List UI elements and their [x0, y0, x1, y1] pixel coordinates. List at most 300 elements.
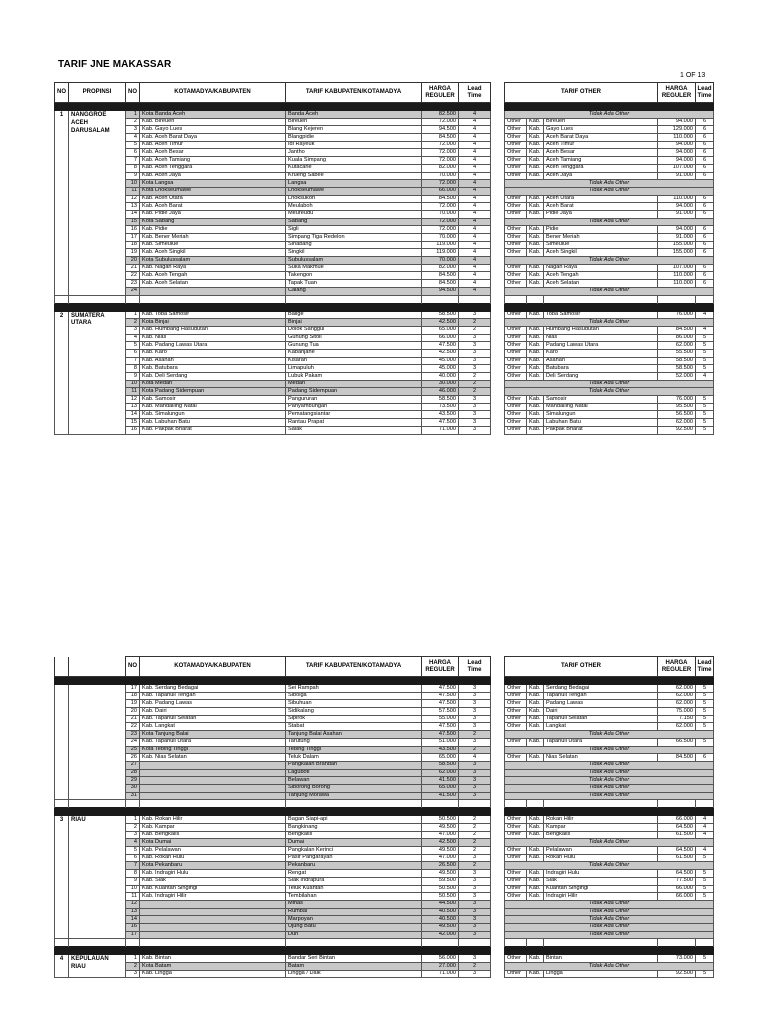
price-value: 42.500	[422, 349, 459, 357]
kabupaten-name: Kota Lhokseumawe	[140, 187, 286, 195]
other-region: Bintan	[544, 955, 658, 963]
other-prefix: Kab.	[527, 831, 544, 839]
destination-name: Rumbai	[286, 908, 422, 916]
lead-time-value: 2	[459, 319, 491, 327]
other-price: 110.000	[658, 134, 696, 142]
separator-cell	[286, 808, 422, 816]
province-number: 4	[55, 955, 69, 978]
spacer-cell	[126, 800, 140, 808]
other-type: Other	[505, 264, 527, 272]
kabupaten-name: Kab. Bintan	[140, 955, 286, 963]
lead-time-value: 4	[459, 187, 491, 195]
other-type: Other	[505, 226, 527, 234]
spacer-cell	[459, 939, 491, 947]
kabupaten-name: Kab. Padang Lawas	[140, 700, 286, 708]
table-row	[505, 419, 714, 427]
lead-time-value: 3	[459, 931, 491, 939]
lead-time-value: 3	[459, 357, 491, 365]
separator-cell	[459, 677, 491, 685]
row-number: 6	[126, 349, 140, 357]
other-type: Other	[505, 816, 527, 824]
separator-cell	[527, 677, 544, 685]
kabupaten-name: Kota Subulussalam	[140, 257, 286, 265]
price-value: 94.500	[422, 126, 459, 134]
destination-name: Tapak Tuan	[286, 280, 422, 288]
row-number: 12	[126, 195, 140, 203]
destination-name: Pekanbaru	[286, 862, 422, 870]
table-row	[505, 893, 714, 901]
other-lead-time: 5	[696, 357, 714, 365]
kabupaten-name	[140, 908, 286, 916]
col-harga: HARGA REGULER	[422, 83, 459, 103]
separator-cell	[696, 947, 714, 955]
province-name: SUMATERA UTARA	[69, 311, 126, 434]
other-region: Pakpak Bharat	[544, 426, 658, 434]
destination-name: Teluk Dalam	[286, 754, 422, 762]
row-number: 16	[126, 426, 140, 434]
separator-cell	[286, 103, 422, 111]
separator-cell	[126, 677, 140, 685]
other-region: Kuantan Singingi	[544, 885, 658, 893]
price-value: 72.000	[422, 226, 459, 234]
other-type: Other	[505, 715, 527, 723]
other-lead-time: 5	[696, 426, 714, 434]
province-number: 1	[55, 111, 69, 296]
other-type: Other	[505, 700, 527, 708]
spacer-cell	[126, 295, 140, 303]
lead-time-value: 3	[459, 885, 491, 893]
table-row	[505, 885, 714, 893]
destination-name: Tanjung Balai Asahan	[286, 731, 422, 739]
other-region: Aceh Singkil	[544, 249, 658, 257]
price-value: 82.000	[422, 164, 459, 172]
table-body	[55, 103, 491, 435]
price-value: 84.500	[422, 280, 459, 288]
destination-name: Banda Aceh	[286, 111, 422, 119]
separator-cell	[422, 947, 459, 955]
destination-name: Teluk Kuantan	[286, 885, 422, 893]
other-region: Tapanuli Selatan	[544, 715, 658, 723]
spacer-cell	[286, 939, 422, 947]
kabupaten-name: Kab. Bireuen	[140, 118, 286, 126]
price-value: 47.500	[422, 342, 459, 350]
destination-name: Marpoyan	[286, 916, 422, 924]
province-number	[55, 685, 69, 800]
kabupaten-name: Kab. Rokan Hilir	[140, 816, 286, 824]
lead-time-value: 3	[459, 877, 491, 885]
lead-time-value: 3	[459, 426, 491, 434]
table-row	[505, 970, 714, 978]
row-number: 4	[126, 839, 140, 847]
price-value: 72.000	[422, 218, 459, 226]
other-type: Other	[505, 272, 527, 280]
separator-cell	[505, 947, 527, 955]
other-prefix: Kab.	[527, 700, 544, 708]
price-value: 47.500	[422, 723, 459, 731]
destination-name: Meulaboh	[286, 203, 422, 211]
other-prefix: Kab.	[527, 365, 544, 373]
price-value: 47.500	[422, 692, 459, 700]
kabupaten-name	[140, 761, 286, 769]
lead-time-value: 3	[459, 908, 491, 916]
table-row	[505, 349, 714, 357]
lead-time-value: 3	[459, 970, 491, 978]
lead-time-value: 4	[459, 234, 491, 242]
destination-name: Dumai	[286, 839, 422, 847]
destination-name: Sibuhuan	[286, 700, 422, 708]
kabupaten-name: Kab. Padang Lawas Utara	[140, 342, 286, 350]
other-lead-time: 6	[696, 203, 714, 211]
kabupaten-name: Kab. Aceh Selatan	[140, 280, 286, 288]
other-type: Other	[505, 754, 527, 762]
province-name	[69, 685, 126, 800]
spacer-cell	[544, 295, 658, 303]
lead-time-value: 3	[459, 769, 491, 777]
spacer-cell	[658, 939, 696, 947]
destination-name: Medan	[286, 380, 422, 388]
price-value: 65.000	[422, 784, 459, 792]
destination-name: Pangkalan Kerinci	[286, 847, 422, 855]
price-value: 84.500	[422, 195, 459, 203]
other-price: 55.500	[658, 349, 696, 357]
table-row	[505, 692, 714, 700]
spacer-row	[55, 295, 491, 303]
other-region: Mandailing Natal	[544, 403, 658, 411]
row-number: 11	[126, 187, 140, 195]
other-type: Other	[505, 210, 527, 218]
other-type: Other	[505, 349, 527, 357]
other-type: Other	[505, 847, 527, 855]
other-region: Serdang Bedagai	[544, 685, 658, 693]
other-price: 64.500	[658, 847, 696, 855]
spacer-cell	[55, 295, 69, 303]
other-type: Other	[505, 195, 527, 203]
lead-time-value: 4	[459, 180, 491, 188]
separator-cell	[459, 103, 491, 111]
other-type: Other	[505, 419, 527, 427]
other-prefix: Kab.	[527, 126, 544, 134]
no-other-label: Tidak Ada Other	[505, 180, 714, 188]
table-row	[505, 334, 714, 342]
kabupaten-name: Kab. Dairi	[140, 708, 286, 716]
separator-cell	[126, 808, 140, 816]
other-price: 95.500	[658, 403, 696, 411]
spacer-cell	[505, 800, 527, 808]
kabupaten-name: Kota Pekanbaru	[140, 862, 286, 870]
lead-time-value: 3	[459, 723, 491, 731]
price-value: 49.500	[422, 870, 459, 878]
other-price: 94.000	[658, 118, 696, 126]
table-row	[505, 816, 714, 824]
kabupaten-name: Kab. Langkat	[140, 723, 286, 731]
row-number: 22	[126, 723, 140, 731]
table-row	[505, 931, 714, 939]
price-value: 47.500	[422, 700, 459, 708]
other-price: 86.000	[658, 334, 696, 342]
other-region: Lingga	[544, 970, 658, 978]
other-prefix: Kab.	[527, 754, 544, 762]
kabupaten-name: Kab. Aceh Jaya	[140, 172, 286, 180]
other-type: Other	[505, 141, 527, 149]
kabupaten-name: Kab. Bengkalis	[140, 831, 286, 839]
separator-cell	[140, 677, 286, 685]
other-region: Deli Serdang	[544, 373, 658, 381]
kabupaten-name: Kota Banda Aceh	[140, 111, 286, 119]
kabupaten-name: Kab. Gayo Lues	[140, 126, 286, 134]
destination-name: Balige	[286, 311, 422, 319]
row-number: 22	[126, 272, 140, 280]
table-row	[505, 715, 714, 723]
lead-time-value: 4	[459, 111, 491, 119]
lead-time-value: 2	[459, 963, 491, 971]
lead-time-value: 2	[459, 380, 491, 388]
table-row	[505, 784, 714, 792]
destination-name: Tembilahan	[286, 893, 422, 901]
table-row	[505, 870, 714, 878]
tariff-table-other-2	[504, 656, 714, 978]
price-value: 41.500	[422, 777, 459, 785]
table-row	[505, 380, 714, 388]
section-divider	[505, 808, 714, 816]
lead-time-value: 3	[459, 784, 491, 792]
other-prefix: Kab.	[527, 885, 544, 893]
no-other-label: Tidak Ada Other	[505, 746, 714, 754]
row-number: 17	[126, 234, 140, 242]
row-number: 25	[126, 746, 140, 754]
row-number: 9	[126, 172, 140, 180]
lead-time-value: 2	[459, 388, 491, 396]
kabupaten-name	[140, 777, 286, 785]
other-price: 91.000	[658, 234, 696, 242]
price-value: 56.000	[422, 955, 459, 963]
lead-time-value: 4	[459, 118, 491, 126]
row-number: 15	[126, 419, 140, 427]
page-indicator: 1 OF 13	[680, 72, 706, 79]
other-lead-time: 6	[696, 164, 714, 172]
table-row	[505, 249, 714, 257]
row-number: 12	[126, 396, 140, 404]
section-divider	[55, 303, 491, 311]
price-value: 55.000	[422, 715, 459, 723]
row-number: 6	[126, 854, 140, 862]
lead-time-value: 4	[459, 241, 491, 249]
other-type: Other	[505, 824, 527, 832]
table-row	[55, 685, 491, 693]
separator-cell	[527, 303, 544, 311]
spacer-cell	[505, 939, 527, 947]
section-divider	[55, 103, 491, 111]
spacer-cell	[140, 939, 286, 947]
separator-cell	[422, 103, 459, 111]
other-type: Other	[505, 970, 527, 978]
no-other-label: Tidak Ada Other	[505, 784, 714, 792]
lead-time-value: 4	[459, 280, 491, 288]
lead-time-value: 3	[459, 349, 491, 357]
price-value: 82.000	[422, 264, 459, 272]
other-region: Aceh Timur	[544, 141, 658, 149]
kabupaten-name: Kota Tanjung Balai	[140, 731, 286, 739]
col-lead-other: Lead Time	[696, 657, 714, 677]
no-other-label: Tidak Ada Other	[505, 257, 714, 265]
col-tarif-kab: TARIF KABUPATEN/KOTAMADYA	[286, 657, 422, 677]
other-prefix: Kab.	[527, 311, 544, 319]
price-value: 42.500	[422, 319, 459, 327]
price-value: 40.500	[422, 908, 459, 916]
other-region: Tapanuli Utara	[544, 738, 658, 746]
other-region: Simalungun	[544, 411, 658, 419]
price-value: 72.000	[422, 157, 459, 165]
table-row	[505, 708, 714, 716]
separator-cell	[55, 303, 69, 311]
other-type: Other	[505, 426, 527, 434]
other-price: 107.000	[658, 264, 696, 272]
kabupaten-name: Kab. Nias Selatan	[140, 754, 286, 762]
other-region: Pelalawan	[544, 847, 658, 855]
table-row	[505, 388, 714, 396]
table-row	[55, 816, 491, 824]
destination-name: Dolok Sanggul	[286, 326, 422, 334]
lead-time-value: 3	[459, 419, 491, 427]
separator-cell	[140, 808, 286, 816]
destination-name: Pasir Pangarayan	[286, 854, 422, 862]
price-value: 47.500	[422, 419, 459, 427]
spacer-cell	[544, 800, 658, 808]
other-price: 94.000	[658, 203, 696, 211]
other-region: Aceh Barat	[544, 203, 658, 211]
table-row	[505, 234, 714, 242]
other-prefix: Kab.	[527, 334, 544, 342]
row-number: 5	[126, 342, 140, 350]
spacer-cell	[140, 295, 286, 303]
price-value: 50.500	[422, 816, 459, 824]
table-row	[505, 777, 714, 785]
no-other-label: Tidak Ada Other	[505, 908, 714, 916]
other-price: 62.000	[658, 700, 696, 708]
kabupaten-name: Kab. Labuhan Batu	[140, 419, 286, 427]
other-prefix: Kab.	[527, 816, 544, 824]
destination-name: Bangkinang	[286, 824, 422, 832]
table-row	[505, 738, 714, 746]
price-value: 45.000	[422, 357, 459, 365]
table-row	[505, 126, 714, 134]
other-region: Gayo Lues	[544, 126, 658, 134]
other-type: Other	[505, 893, 527, 901]
other-lead-time: 6	[696, 272, 714, 280]
destination-name: Siborong Borong	[286, 784, 422, 792]
row-number: 27	[126, 761, 140, 769]
lead-time-value: 4	[459, 226, 491, 234]
spacer-cell	[658, 800, 696, 808]
col-kotamadya: KOTAMADYA/KABUPATEN	[140, 83, 286, 103]
other-price: 66.000	[658, 893, 696, 901]
other-lead-time: 6	[696, 126, 714, 134]
kabupaten-name: Kota Tebing Tinggi	[140, 746, 286, 754]
lead-time-value: 2	[459, 839, 491, 847]
lead-time-value: 4	[459, 172, 491, 180]
lead-time-value: 4	[459, 157, 491, 165]
table-row	[505, 118, 714, 126]
price-value: 43.500	[422, 411, 459, 419]
kabupaten-name: Kota Langsa	[140, 180, 286, 188]
table-row	[505, 854, 714, 862]
kabupaten-name: Kab. Pidie Jaya	[140, 210, 286, 218]
other-prefix: Kab.	[527, 373, 544, 381]
other-price: 62.000	[658, 685, 696, 693]
destination-name: Calang	[286, 287, 422, 295]
row-number: 16	[126, 923, 140, 931]
table-row	[505, 700, 714, 708]
table-row	[505, 373, 714, 381]
other-region: Dairi	[544, 708, 658, 716]
separator-cell	[140, 303, 286, 311]
other-region: Batubara	[544, 365, 658, 373]
other-type: Other	[505, 157, 527, 165]
spacer-cell	[55, 939, 69, 947]
other-lead-time: 4	[696, 816, 714, 824]
table-row	[505, 210, 714, 218]
price-value: 47.500	[422, 685, 459, 693]
table-row	[505, 792, 714, 800]
other-prefix: Kab.	[527, 118, 544, 126]
other-prefix: Kab.	[527, 396, 544, 404]
other-lead-time: 4	[696, 326, 714, 334]
kabupaten-name: Kab. Aceh Barat	[140, 203, 286, 211]
other-prefix: Kab.	[527, 241, 544, 249]
other-region: Simeulue	[544, 241, 658, 249]
other-region: Siak	[544, 877, 658, 885]
kabupaten-name: Kab. Simalungun	[140, 411, 286, 419]
kabupaten-name: Kab. Deli Serdang	[140, 373, 286, 381]
separator-cell	[126, 947, 140, 955]
col-tarif-kab: TARIF KABUPATEN/KOTAMADYA	[286, 83, 422, 103]
separator-cell	[286, 947, 422, 955]
table-row	[505, 287, 714, 295]
other-prefix: Kab.	[527, 955, 544, 963]
price-value: 44.500	[422, 900, 459, 908]
destination-name: Kabanjahe	[286, 349, 422, 357]
separator-cell	[69, 677, 126, 685]
other-price: 110.000	[658, 280, 696, 288]
spacer-cell	[286, 295, 422, 303]
other-price: 7.150	[658, 715, 696, 723]
separator-cell	[140, 947, 286, 955]
lead-time-value: 3	[459, 396, 491, 404]
destination-name: Krueng Sabee	[286, 172, 422, 180]
destination-name: Subulussalam	[286, 257, 422, 265]
other-price: 155.000	[658, 249, 696, 257]
other-region: Indragiri Hulu	[544, 870, 658, 878]
other-region: Samosir	[544, 396, 658, 404]
province-number: 3	[55, 816, 69, 939]
kabupaten-name: Kab. Nagan Raya	[140, 264, 286, 272]
table-row	[505, 111, 714, 119]
row-number: 16	[126, 226, 140, 234]
no-other-label: Tidak Ada Other	[505, 862, 714, 870]
other-lead-time: 6	[696, 118, 714, 126]
table-row	[505, 862, 714, 870]
other-region: Aceh Jaya	[544, 172, 658, 180]
row-number: 2	[126, 118, 140, 126]
kabupaten-name	[140, 916, 286, 924]
row-number: 7	[126, 862, 140, 870]
lead-time-value: 4	[459, 754, 491, 762]
other-type: Other	[505, 854, 527, 862]
table-row	[505, 272, 714, 280]
price-value: 40.000	[422, 373, 459, 381]
price-value: 71.000	[422, 970, 459, 978]
spacer-row	[55, 939, 491, 947]
tariff-table-left-1	[54, 82, 491, 435]
